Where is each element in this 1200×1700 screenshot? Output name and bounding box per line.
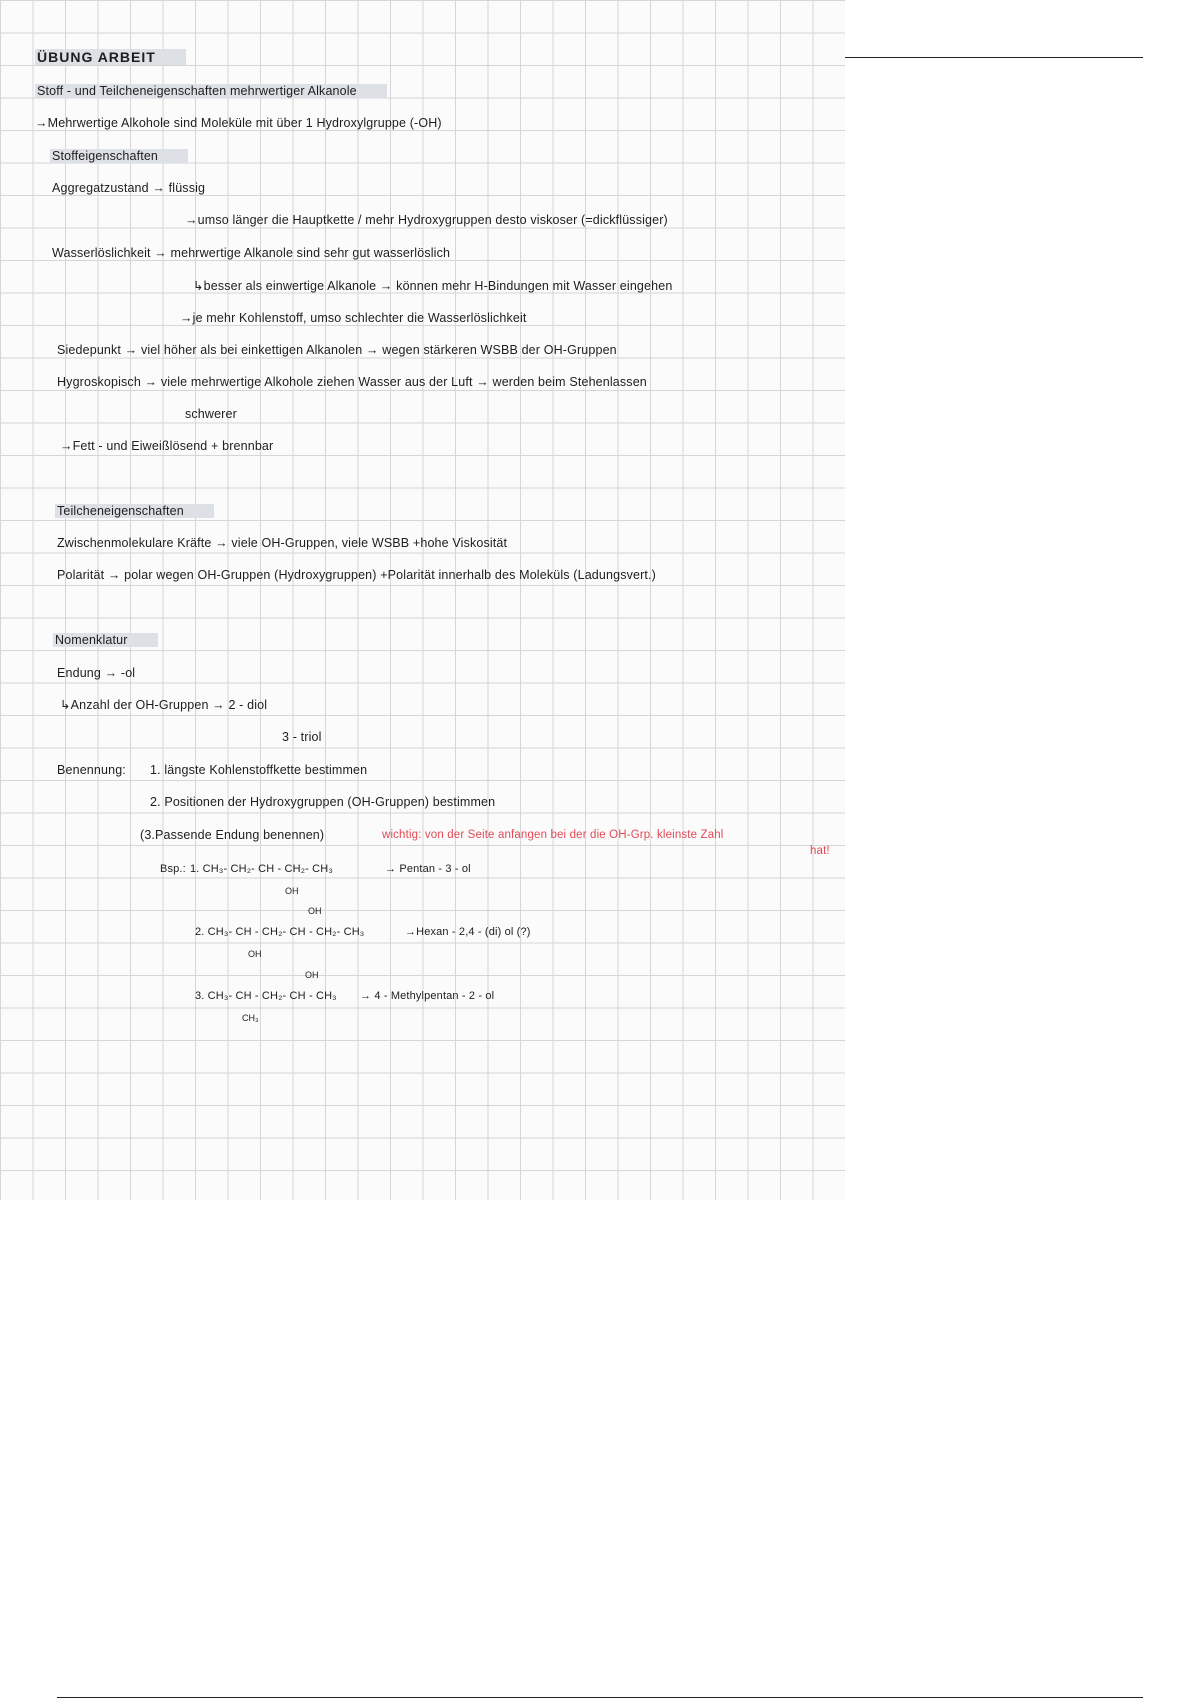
subtitle: Stoff - und Teilcheneigenschaften mehrwertiger Alkanole: [35, 83, 387, 99]
anzahl-line: ↳Anzahl der OH-Gruppen → 2 - diol: [60, 698, 268, 712]
aggregat-note: →umso länger die Hauptkette / mehr Hydroxygruppen desto viskoser (=dickflüssiger): [185, 213, 668, 227]
step-2: 2. Positionen der Hydroxygruppen (OH-Gruppen) bestimmen: [150, 795, 496, 809]
wasser-note-2: →je mehr Kohlenstoff, umso schlechter die Wasserlöslichkeit: [180, 311, 527, 325]
example-1-result: → Pentan - 3 - ol: [385, 863, 471, 875]
wichtig-note-end: hat!: [810, 845, 830, 857]
aggregat-line: Aggregatzustand → flüssig: [52, 181, 206, 195]
example-2-result: →Hexan - 2,4 - (di) ol (?): [405, 926, 531, 938]
example-3-oh-top: OH: [305, 970, 319, 980]
example-2-oh-top: OH: [308, 906, 322, 916]
step-1: 1. längste Kohlenstoffkette bestimmen: [150, 763, 368, 777]
example-1-formula: 1. CH₃- CH₂- CH - CH₂- CH₃: [190, 863, 334, 875]
wasser-line: Wasserlöslichkeit → mehrwertige Alkanole sind sehr gut wasserlöslich: [52, 246, 451, 260]
stoff-heading: Stoffeigenschaften: [50, 148, 188, 164]
page-title: ÜBUNG ARBEIT: [35, 49, 186, 65]
hygro-continuation: schwerer: [185, 407, 237, 421]
example-3-formula: 3. CH₃- CH - CH₂- CH - CH₃: [195, 990, 337, 1002]
wichtig-note: wichtig: von der Seite anfangen bei der die OH-Grp. kleinste Zahl: [382, 829, 724, 841]
bsp-label: Bsp.:: [160, 863, 186, 875]
example-2-oh: OH: [248, 949, 262, 959]
endung-line: Endung → -ol: [57, 666, 136, 680]
triol-line: 3 - triol: [282, 730, 322, 744]
benennung-label: Benennung:: [57, 763, 126, 777]
example-2-formula: 2. CH₃- CH - CH₂- CH - CH₂- CH₃: [195, 926, 365, 938]
fett-line: →Fett - und Eiweißlösend + brennbar: [60, 439, 274, 453]
example-3-ch3: CH₃: [242, 1013, 259, 1023]
notes: [0, 0, 845, 1200]
nomen-heading: Nomenklatur: [53, 632, 158, 648]
zwischen-line: Zwischenmolekulare Kräfte → viele OH-Gruppen, viele WSBB +hohe Viskosität: [57, 536, 508, 550]
polar-line: Polarität → polar wegen OH-Gruppen (Hydroxygruppen) +Polarität innerhalb des Moleküls (Ladungsvert.): [57, 568, 656, 582]
hygro-line: Hygroskopisch → viele mehrwertige Alkohole ziehen Wasser aus der Luft → werden beim Stehenlassen: [57, 375, 647, 389]
teilchen-heading: Teilcheneigenschaften: [55, 503, 214, 519]
example-1-oh: OH: [285, 886, 299, 896]
siede-line: Siedepunkt → viel höher als bei einkettigen Alkanolen → wegen stärkeren WSBB der OH-Gruppen: [57, 343, 617, 357]
intro-line: →Mehrwertige Alkohole sind Moleküle mit über 1 Hydroxylgruppe (-OH): [35, 116, 442, 130]
bottom-rule: [57, 1697, 1143, 1698]
wasser-note-1: ↳besser als einwertige Alkanole → können mehr H-Bindungen mit Wasser eingehen: [193, 279, 673, 293]
step-3: (3.Passende Endung benennen): [140, 828, 325, 842]
top-right-rule: [845, 57, 1143, 58]
example-3-result: → 4 - Methylpentan - 2 - ol: [360, 990, 495, 1002]
